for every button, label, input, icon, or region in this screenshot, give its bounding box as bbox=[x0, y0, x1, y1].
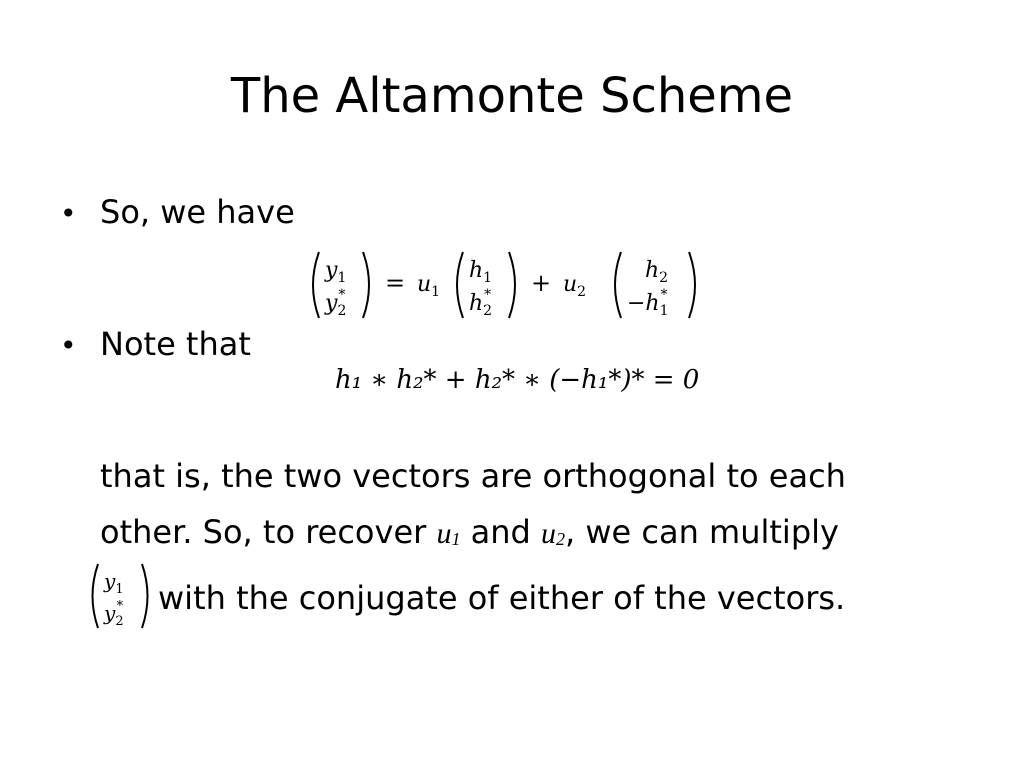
u1-symbol: $u_1$ bbox=[436, 517, 461, 550]
svg-text:h2*: $h_2*$ bbox=[469, 287, 493, 319]
bullet-text: Note that bbox=[100, 325, 251, 363]
svg-text:=: = bbox=[385, 269, 406, 297]
svg-text:y2*: $y_2*$ bbox=[325, 287, 347, 319]
paragraph-line-3: with the conjugate of either of the vectors. bbox=[158, 579, 846, 617]
svg-text:y1: $y_1$ bbox=[104, 569, 124, 597]
svg-text:h2: $h_2$ bbox=[645, 258, 669, 286]
svg-text:u2: $u_2$ bbox=[563, 272, 587, 300]
u2-symbol: $u_2$ bbox=[541, 517, 565, 550]
slide-title: The Altamonte Scheme bbox=[230, 68, 794, 124]
paragraph-line-1: that is, the two vectors are orthogonal to each bbox=[100, 457, 846, 495]
bullet-item-2 bbox=[60, 324, 251, 366]
vector-equation bbox=[305, 248, 730, 322]
svg-text:y1: $y_1$ bbox=[325, 258, 347, 286]
svg-text:u1: $u_1$ bbox=[417, 272, 441, 300]
bullet-marker: • bbox=[60, 197, 77, 230]
bullet-item-1 bbox=[60, 192, 295, 234]
svg-text:y2*: $y_2*$ bbox=[104, 599, 124, 629]
paragraph-line-2 bbox=[100, 504, 839, 567]
svg-text:h1: $h_1$ bbox=[469, 258, 493, 286]
bullet-text: So, we have bbox=[100, 193, 295, 231]
bullet-marker: • bbox=[60, 329, 77, 362]
orthogonality-equation: h₁ ∗ h₂* + h₂* ∗ (−h₁*)* = 0 bbox=[335, 365, 700, 395]
svg-text:+: + bbox=[531, 269, 552, 297]
paragraph-text: other. So, to recover bbox=[100, 513, 437, 551]
paragraph-text: , we can multiply bbox=[565, 513, 839, 551]
inline-vector-y bbox=[86, 560, 158, 632]
svg-text:−h1*: $-h_1*$ bbox=[627, 287, 669, 319]
paragraph-text: and bbox=[460, 513, 541, 551]
